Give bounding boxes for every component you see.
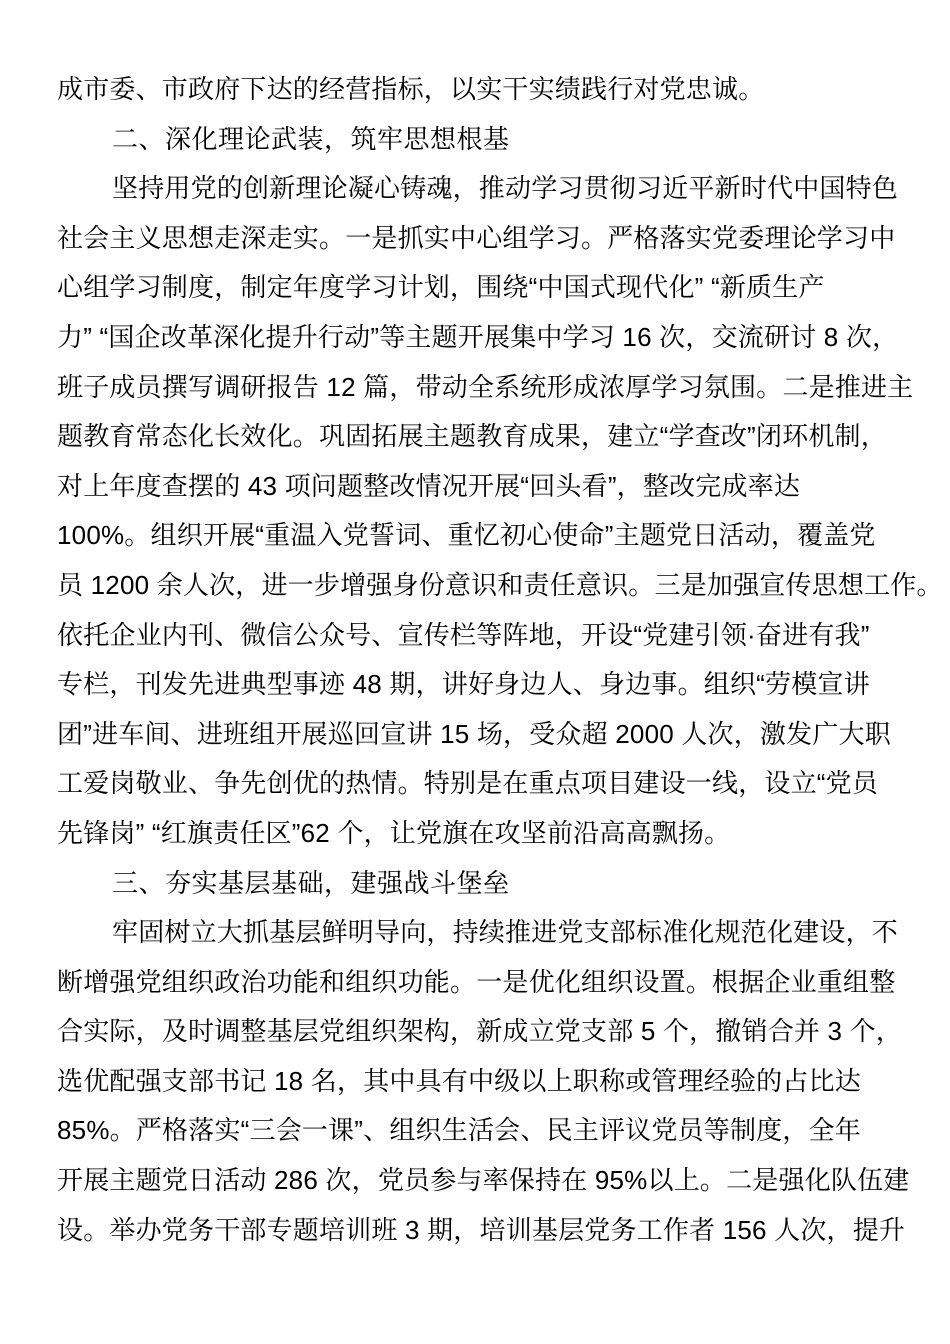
section-heading: 二、深化理论武装，筑牢思想根基 bbox=[112, 123, 510, 154]
text-line: 力” “国企改革深化提升行动”等主题开展集中学习 16 次，交流研讨 8 次， bbox=[57, 321, 899, 352]
text-line: 对上年度查摆的 43 项问题整改情况开展“回头看”，整改完成率达 bbox=[57, 470, 801, 501]
text-line: 坚持用党的创新理论凝心铸魂，推动学习贯彻习近平新时代中国特色 bbox=[112, 173, 899, 204]
text-line: 题教育常态化长效化。巩固拓展主题教育成果，建立“学查改”闭环机制， bbox=[57, 421, 887, 452]
text-line: 先锋岗” “红旗责任区”62 个，让党旗在攻坚前沿高高飘扬。 bbox=[57, 817, 731, 848]
document-body bbox=[57, 65, 943, 1255]
text-line: 开展主题党日活动 286 次，党员参与率保持在 95%以上。二是强化队伍建 bbox=[57, 1165, 910, 1196]
text-line: 85%。严格落实“三会一课”、组织生活会、民主评议党员等制度，全年 bbox=[57, 1115, 861, 1146]
text-line: 牢固树立大抓基层鲜明导向，持续推进党支部标准化规范化建设，不 bbox=[112, 917, 899, 948]
text-line: 合实际，及时调整基层党组织架构，新成立党支部 5 个，撤销合并 3 个， bbox=[57, 1016, 903, 1047]
text-line: 依托企业内刊、微信公众号、宣传栏等阵地，开设“党建引领·奋进有我” bbox=[57, 619, 870, 650]
text-line: 专栏，刊发先进典型事迹 48 期，讲好身边人、身边事。组织“劳模宣讲 bbox=[57, 669, 870, 700]
text-line: 班子成员撰写调研报告 12 篇，带动全系统形成浓厚学习氛围。二是推进主 bbox=[57, 371, 914, 402]
text-line: 选优配强支部书记 18 名，其中具有中级以上职称或管理经验的占比达 bbox=[57, 1065, 861, 1096]
text-line: 成市委、市政府下达的经营指标，以实干实绩践行对党忠诚。 bbox=[57, 74, 765, 104]
text-line: 工爱岗敬业、争先创优的热情。特别是在重点项目建设一线，设立“党员 bbox=[57, 768, 879, 799]
text-line: 团”进车间、进班组开展巡回宣讲 15 场，受众超 2000 人次，激发广大职 bbox=[57, 718, 891, 749]
text-line: 断增强党组织政治功能和组织功能。一是优化组织设置。根据企业重组整 bbox=[57, 966, 896, 997]
section-heading: 三、夯实基层基础，建强战斗堡垒 bbox=[112, 867, 510, 898]
text-line: 心组学习制度，制定年度学习计划，围绕“中国式现代化” “新质生产 bbox=[57, 272, 825, 303]
text-line: 员 1200 余人次，进一步增强身份意识和责任意识。三是加强宣传思想工作。 bbox=[57, 569, 943, 600]
text-line: 社会主义思想走深走实。一是抓实中心组学习。严格落实党委理论学习中 bbox=[57, 222, 896, 253]
text-line: 100%。组织开展“重温入党誓词、重忆初心使命”主题党日活动，覆盖党 bbox=[57, 520, 876, 551]
text-line: 设。举办党务干部专题培训班 3 期，培训基层党务工作者 156 人次，提升 bbox=[57, 1214, 906, 1245]
